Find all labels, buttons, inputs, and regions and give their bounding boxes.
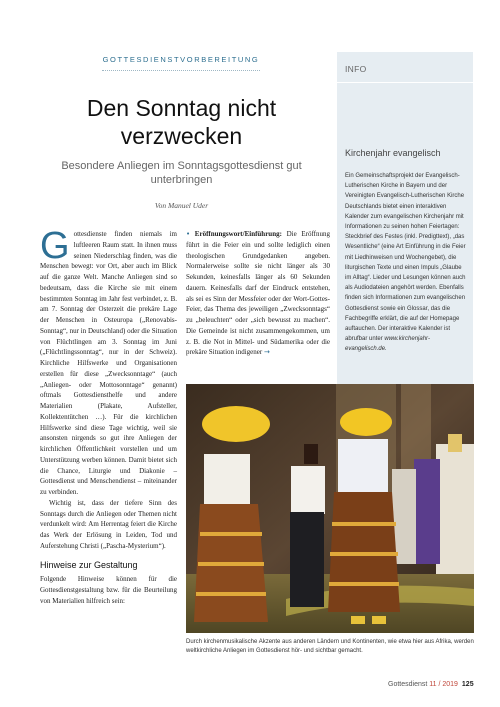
section-heading: Hinweise zur Gestaltung bbox=[40, 559, 138, 570]
section-kicker: GOTTESDIENSTVORBEREITUNG bbox=[102, 55, 260, 64]
page-footer bbox=[388, 681, 478, 688]
info-body bbox=[345, 171, 469, 355]
photo-caption: Durch kirchenmusikalische Akzente aus anderen Ländern und Kontinenten, wie etwa hier aus Afrika, werden weltkirchliche Anliegen im Gottesdienst hör- und sichtbar gemacht. bbox=[186, 639, 474, 654]
kicker-divider bbox=[102, 70, 260, 71]
bullet-text: Die Eröffnung führt in die Feier ein und sollte lediglich einen theologischen Grundgedanken angeben. Normalerweise sollte sie nicht länger als 30 Sekunden, keinesfalls länger als 60 Sekunden dauern. Keinesfalls darf der Eindruck entstehen, als sei es Sinn der Messfeier oder der Wort-Gottes-Feier, das Thema des jeweiligen „Zwecksonntags“ zu „beleuchten“ oder „sich bewusst zu machen“. Die Gemeinde ist nicht zusammengekommen, um z. B. die Not in Mittel- und Südamerika oder die prekäre Situation indigener bbox=[186, 230, 330, 357]
magazine-name: Gottesdienst bbox=[388, 681, 428, 688]
hints-intro-paragraph: Folgende Hinweise können für die Gottesdienstgestaltung bzw. für die Beurteilung von Materialien hilfreich sein: bbox=[40, 575, 177, 605]
bullet-lead: Eröffnungswort/Einführung: bbox=[194, 230, 282, 238]
intro-text: ottesdienste finden niemals im luftleeren Raum statt. In ihnen muss seinen Niederschlag finden, was die Menschen bewegt: vor Ort, aber auch im Blick auf die ganze Welt. Manche Anliegen sind so bedeutsam, dass die Kirche sie mit einem bestimmten Sonntag im Jahr fest verbindet, z. B. am 7. Sonntag der Osterzeit die prekäre Lage der Menschen in Osteuropa („Renovabis-Sonntag“, nur in Deutschland) oder die Situation von Flüchtlingen am 3. Sonntag im Juni („Flüchtlingssonntag“, nur in der Schweiz). Kirchliche Hilfswerke und Organisationen erstellen für diese „Zwecksonntage“ (auch „Anliegen- oder Mottosonntage“ genannt) oftmals Gottesdiensthelfe und andere Materialien (Plakate, Aufsteller, Kollektentütchen …). Für die kirchlichen Hilfswerke sind diese Tage wichtig, weil sie ansonsten nirgends so gut ihre Anliegen der kirchlichen Öffentlichkeit vorstellen und um Unterstützung werben können. Damit bietet sich die Chance, Liturgie und Diakonie – Gottesdienst und Menschendienst – miteinander zu verbinden. bbox=[40, 230, 177, 496]
info-body-text: Ein Gemeinschaftsprojekt der Evangelisch-Lutherischen Kirche in Bayern und der Vereinigten Evangelisch-Lutherischen Kirche Deutschlands bietet einen interaktiven Kalender zum evangelischen Kirchenjahr mit Informationen zu seinen hohen Feiertagen: Steckbrief des Festes (inkl. Predigttext), „das Wesentliche“ (eine Art Einführung in die Feier mit Liedhinweisen und Wochengebet), die liturgischen Texte und einen Impuls „Glaube im Alltag“. Lieder und Lesungen können auch als Audiodateien angehört werden. Ebenfalls finden sich Informationen zum evangelischen Gottesdienst sowie ein Glossar, das die Fachbegriffe erklärt, die auf der Homepage auftauchen. Der interaktive Kalender ist abrufbar unter bbox=[345, 173, 466, 343]
info-divider bbox=[337, 82, 473, 83]
continue-arrow-icon: → bbox=[263, 348, 270, 357]
article-column-middle bbox=[186, 229, 330, 358]
drop-cap: G bbox=[40, 225, 70, 267]
bullet-marker: • bbox=[186, 230, 191, 238]
article-column-left bbox=[40, 225, 177, 607]
article-title: Den Sonntag nicht verzwecken bbox=[86, 95, 277, 149]
intro-paragraph bbox=[40, 225, 177, 498]
issue-number: 11 / 2019 bbox=[429, 681, 458, 688]
info-heading: Kirchenjahr evangelisch bbox=[345, 148, 441, 158]
article-byline: Von Manuel Uder bbox=[154, 201, 209, 210]
info-label: INFO bbox=[345, 64, 367, 74]
info-box bbox=[337, 52, 473, 384]
bullet-item bbox=[186, 229, 330, 358]
second-paragraph: Wichtig ist, dass der tiefere Sinn des Sonntags durch die Anliegen oder Themen nicht verdunkelt wird: Am Herrentag feiert die Kirche das Werk der Erlösung in Leiden, Tod und Auferstehung Christi („Pascha-Mysterium“). bbox=[40, 498, 177, 550]
article-subtitle: Besondere Anliegen im Sonntagsgottesdienst gut unterbringen bbox=[61, 160, 302, 186]
page-number: 125 bbox=[461, 681, 474, 688]
article-photo bbox=[186, 384, 474, 633]
info-link[interactable]: www.kirchenjahr-evangelisch.de. bbox=[345, 336, 430, 353]
